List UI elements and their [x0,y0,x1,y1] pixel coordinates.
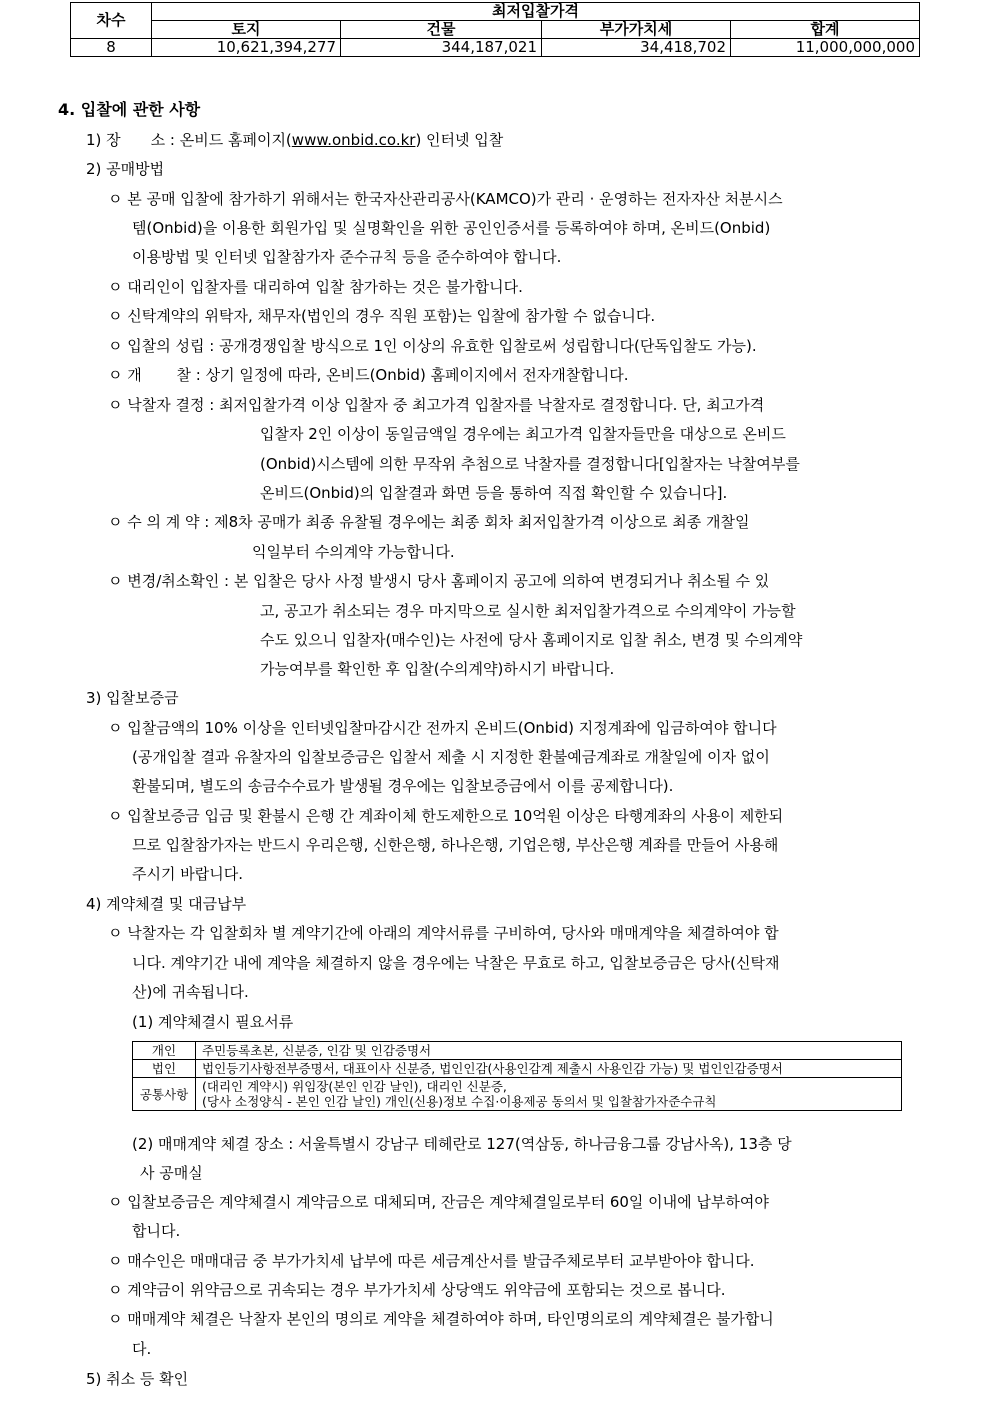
method-item-6-line-3: (Onbid)시스템에 의한 무작위 추첨으로 낙찰자를 결정합니다[입찰자는 낙찰여부를 [260,455,800,473]
method-item-8-line-2: 고, 공고가 취소되는 경우 마지막으로 실시한 최저입찰가격으로 수의계약이 가능할 [260,602,796,620]
cell-total: 11,000,000,000 [731,39,920,57]
deposit-item-2-line-1: ㅇ 입찰보증금 입금 및 환불시 은행 간 계좌이체 한도제한으로 10억원 이상은 타행계좌의 사용이 제한되 [108,807,784,825]
table-row [133,1042,902,1060]
method-item-8-line-4: 가능여부를 확인한 후 입찰(수의계약)하시기 바랍니다. [260,660,615,678]
min-bid-price-table [70,2,920,57]
contract-item-2-line-1: ㅇ 입찰보증금은 계약체결시 계약금으로 대체되며, 잔금은 계약체결일로부터 60일 이내에 납부하여야 [108,1193,769,1211]
method-item-7-line-2: 익일부터 수의계약 가능합니다. [252,543,455,561]
method-item-3: ㅇ 신탁계약의 위탁자, 채무자(법인의 경우 직원 포함)는 입찰에 참가할 수 없습니다. [108,307,656,325]
method-item-8-line-3: 수도 있으니 입찰자(매수인)는 사전에 당사 홈페이지로 입찰 취소, 변경 및 수의계약 [260,631,803,649]
contract-item-1-line-2: 니다. 계약기간 내에 계약을 체결하지 않을 경우에는 낙찰은 무효로 하고, 입찰보증금은 당사(신탁재 [132,954,780,972]
place-suffix: ) 인터넷 입찰 [415,131,504,149]
required-docs-table [132,1041,902,1111]
cell-building: 344,187,021 [341,39,542,57]
col-total-header: 합계 [731,21,920,39]
table-row [133,1078,902,1111]
place-line [86,130,503,150]
method-item-5: ㅇ 개 찰 : 상기 일정에 따라, 온비드(Onbid) 홈페이지에서 전자개찰합니다. [108,366,629,384]
method-item-2: ㅇ 대리인이 입찰자를 대리하여 입찰 참가하는 것은 불가합니다. [108,278,523,296]
col-round-header: 차수 [71,3,152,39]
docs-content-corporate: 법인등기사항전부증명서, 대표이사 신분증, 법인인감(사용인감계 제출시 사용인감 가능) 및 법인인감증명서 [196,1060,902,1078]
onbid-link[interactable]: www.onbid.co.kr [291,131,416,149]
docs-content-individual: 주민등록초본, 신분증, 인감 및 인감증명서 [196,1042,902,1060]
docs-common-line-2: (당사 소정양식 - 본인 인감 날인) 개인(신용)정보 수집·이용제공 동의서 및 입찰참가자준수규칙 [202,1094,717,1109]
method-item-6-line-1: ㅇ 낙찰자 결정 : 최저입찰가격 이상 입찰자 중 최고가격 입찰자를 낙찰자로 결정합니다. 단, 최고가격 [108,396,765,414]
docs-content-common [196,1078,902,1111]
method-item-4: ㅇ 입찰의 성립 : 공개경쟁입찰 방식으로 1인 이상의 유효한 입찰로써 성립합니다(단독입찰도 가능). [108,337,757,355]
docs-type-common: 공통사항 [133,1078,196,1111]
contract-item-2-line-2: 합니다. [132,1222,181,1240]
method-item-1-line-2: 템(Onbid)을 이용한 회원가입 및 실명확인을 위한 공인인증서를 등록하여야 하며, 온비드(Onbid) [132,219,771,237]
contract-item-3: ㅇ 매수인은 매매대금 중 부가가치세 납부에 따른 세금계산서를 발급주체로부터 교부받아야 합니다. [108,1252,755,1270]
contract-item-4: ㅇ 계약금이 위약금으로 귀속되는 경우 부가가치세 상당액도 위약금에 포함되는 것으로 봅니다. [108,1281,726,1299]
col-group-header: 최저입찰가격 [152,3,920,21]
cancel-title: 5) 취소 등 확인 [86,1370,189,1388]
contract-item-1-line-1: ㅇ 낙찰자는 각 입찰회차 별 계약기간에 아래의 계약서류를 구비하여, 당사와 매매계약을 체결하여야 합 [108,924,779,942]
method-item-7-line-1: ㅇ 수 의 계 약 : 제8차 공매가 최종 유찰될 경우에는 최종 회차 최저입찰가격 이상으로 최종 개찰일 [108,513,750,531]
col-vat-header: 부가가치세 [542,21,731,39]
section-title: 4. 입찰에 관한 사항 [58,100,201,119]
contract-place-line-2: 사 공매실 [140,1164,203,1182]
place-prefix: 1) 장 소 : 온비드 홈페이지( [86,131,292,149]
docs-type-corporate: 법인 [133,1060,196,1078]
contract-place-line-1: (2) 매매계약 체결 장소 : 서울특별시 강남구 테헤란로 127(역삼동, 하나금융그룹 강남사옥), 13층 당 [132,1135,792,1153]
cell-land: 10,621,394,277 [152,39,341,57]
deposit-item-1-line-2: (공개입찰 결과 유찰자의 입찰보증금은 입찰서 제출 시 지정한 환불예금계좌로 개찰일에 이자 없이 [132,748,770,766]
table-row [71,39,920,57]
deposit-item-2-line-3: 주시기 바랍니다. [132,865,243,883]
cell-round: 8 [71,39,152,57]
deposit-item-1-line-3: 환불되며, 별도의 송금수수료가 발생될 경우에는 입찰보증금에서 이를 공제합니다). [132,777,674,795]
deposit-title: 3) 입찰보증금 [86,689,179,707]
method-item-1-line-3: 이용방법 및 인터넷 입찰참가자 준수규칙 등을 준수하여야 합니다. [132,248,562,266]
col-building-header: 건물 [341,21,542,39]
method-item-1-line-1: ㅇ 본 공매 입찰에 참가하기 위해서는 한국자산관리공사(KAMCO)가 관리 · 운영하는 전자자산 처분시스 [108,190,783,208]
contract-item-1-line-3: 산)에 귀속됩니다. [132,983,249,1001]
method-item-6-line-4: 온비드(Onbid)의 입찰결과 화면 등을 통하여 직접 확인할 수 있습니다]. [260,484,728,502]
table-row [133,1060,902,1078]
docs-title: (1) 계약체결시 필요서류 [132,1013,294,1031]
deposit-item-2-line-2: 므로 입찰참가자는 반드시 우리은행, 신한은행, 하나은행, 기업은행, 부산은행 계좌를 만들어 사용해 [132,836,779,854]
contract-item-5-line-2: 다. [132,1340,152,1358]
contract-title: 4) 계약체결 및 대금납부 [86,895,247,913]
cell-vat: 34,418,702 [542,39,731,57]
docs-type-individual: 개인 [133,1042,196,1060]
docs-common-line-1: (대리인 계약시) 위임장(본인 인감 날인), 대리인 신분증, [202,1079,507,1094]
contract-item-5-line-1: ㅇ 매매계약 체결은 낙찰자 본인의 명의로 계약을 체결하여야 하며, 타인명의로의 계약체결은 불가합니 [108,1310,774,1328]
deposit-item-1-line-1: ㅇ 입찰금액의 10% 이상을 인터넷입찰마감시간 전까지 온비드(Onbid) 지정계좌에 입금하여야 합니다 [108,719,777,737]
method-title: 2) 공매방법 [86,160,165,178]
col-land-header: 토지 [152,21,341,39]
method-item-8-line-1: ㅇ 변경/취소확인 : 본 입찰은 당사 사정 발생시 당사 홈페이지 공고에 의하여 변경되거나 취소될 수 있 [108,572,770,590]
method-item-6-line-2: 입찰자 2인 이상이 동일금액일 경우에는 최고가격 입찰자들만을 대상으로 온비드 [260,425,786,443]
